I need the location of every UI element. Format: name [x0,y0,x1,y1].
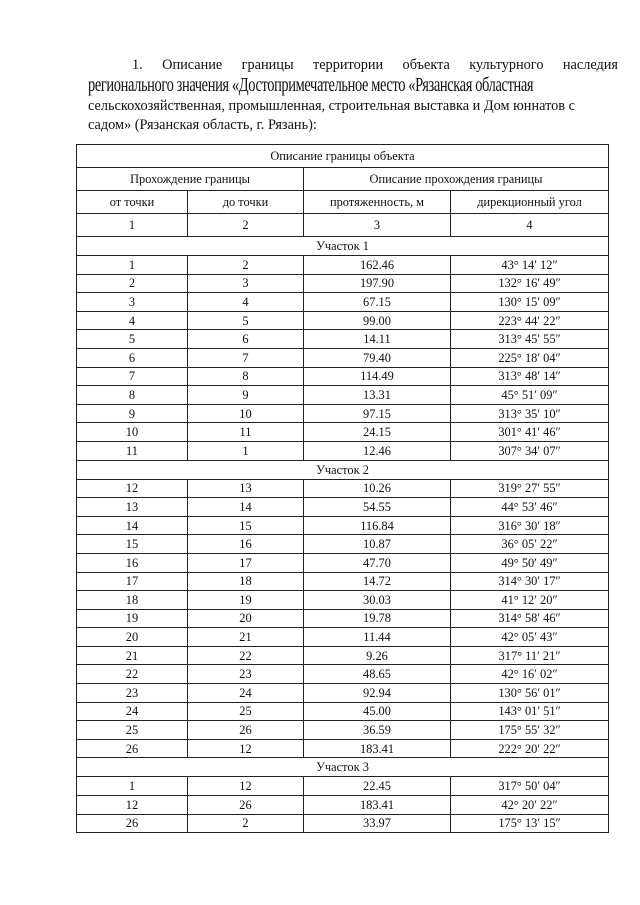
table-row [77,609,609,628]
to-point-cell: 14 [188,498,304,517]
boundary-table [76,144,609,833]
from-point-cell: 2 [77,274,188,293]
table-row [77,721,609,740]
angle-cell: 319° 27′ 55″ [451,479,609,498]
from-point-cell: 3 [77,293,188,312]
table-row [77,553,609,572]
from-point-cell: 17 [77,572,188,591]
section-row [77,460,609,479]
table-title: Описание границы объекта [77,145,609,168]
angle-cell: 36° 05′ 22″ [451,535,609,554]
length-cell: 33.97 [304,814,451,833]
from-point-cell: 10 [77,423,188,442]
from-point-cell: 18 [77,591,188,610]
to-point-cell: 12 [188,739,304,758]
column-header-from: от точки [77,191,188,214]
angle-cell: 307° 34′ 07″ [451,441,609,460]
to-point-cell: 23 [188,665,304,684]
to-point-cell: 4 [188,293,304,312]
table-row [77,702,609,721]
table-row [77,498,609,517]
angle-cell: 42° 20′ 22″ [451,796,609,815]
to-point-cell: 22 [188,646,304,665]
to-point-cell: 26 [188,721,304,740]
section-title: Участок 2 [77,460,609,479]
section-title: Участок 3 [77,758,609,777]
to-point-cell: 11 [188,423,304,442]
length-cell: 10.26 [304,479,451,498]
length-cell: 36.59 [304,721,451,740]
to-point-cell: 7 [188,348,304,367]
table-row [77,777,609,796]
from-point-cell: 16 [77,553,188,572]
to-point-cell: 20 [188,609,304,628]
group-header-description: Описание прохождения границы [304,168,609,191]
table-row [77,535,609,554]
angle-cell: 225° 18′ 04″ [451,348,609,367]
length-cell: 24.15 [304,423,451,442]
to-point-cell: 8 [188,367,304,386]
to-point-cell: 21 [188,628,304,647]
angle-cell: 175° 13′ 15″ [451,814,609,833]
length-cell: 10.87 [304,535,451,554]
from-point-cell: 4 [77,311,188,330]
table-row [77,386,609,405]
from-point-cell: 26 [77,739,188,758]
length-cell: 99.00 [304,311,451,330]
angle-cell: 313° 35′ 10″ [451,404,609,423]
angle-cell: 313° 48′ 14″ [451,367,609,386]
section-row [77,758,609,777]
table-row [77,591,609,610]
angle-cell: 143° 01′ 51″ [451,702,609,721]
length-cell: 67.15 [304,293,451,312]
length-cell: 14.11 [304,330,451,349]
length-cell: 30.03 [304,591,451,610]
angle-cell: 314° 30′ 17″ [451,572,609,591]
from-point-cell: 25 [77,721,188,740]
to-point-cell: 17 [188,553,304,572]
from-point-cell: 9 [77,404,188,423]
to-point-cell: 25 [188,702,304,721]
table-row [77,796,609,815]
angle-cell: 130° 15′ 09″ [451,293,609,312]
from-point-cell: 19 [77,609,188,628]
table-row [77,367,609,386]
from-point-cell: 1 [77,256,188,275]
length-cell: 54.55 [304,498,451,517]
group-header-passage: Прохождение границы [77,168,304,191]
table-row [77,628,609,647]
angle-cell: 43° 14′ 12″ [451,256,609,275]
to-point-cell: 19 [188,591,304,610]
angle-cell: 45° 51′ 09″ [451,386,609,405]
to-point-cell: 24 [188,684,304,703]
from-point-cell: 8 [77,386,188,405]
table-row [77,330,609,349]
from-point-cell: 5 [77,330,188,349]
length-cell: 197.90 [304,274,451,293]
table-row [77,739,609,758]
from-point-cell: 26 [77,814,188,833]
to-point-cell: 10 [188,404,304,423]
length-cell: 22.45 [304,777,451,796]
length-cell: 116.84 [304,516,451,535]
section-title: Участок 1 [77,237,609,256]
from-point-cell: 12 [77,479,188,498]
from-point-cell: 11 [77,441,188,460]
from-point-cell: 14 [77,516,188,535]
length-cell: 79.40 [304,348,451,367]
table-row [77,293,609,312]
from-point-cell: 24 [77,702,188,721]
to-point-cell: 12 [188,777,304,796]
from-point-cell: 23 [77,684,188,703]
table-row [77,479,609,498]
to-point-cell: 16 [188,535,304,554]
column-header-to: до точки [188,191,304,214]
section-row [77,237,609,256]
table-row [77,423,609,442]
table-row [77,348,609,367]
table-row [77,572,609,591]
to-point-cell: 26 [188,796,304,815]
length-cell: 92.94 [304,684,451,703]
from-point-cell: 22 [77,665,188,684]
angle-cell: 317° 50′ 04″ [451,777,609,796]
length-cell: 183.41 [304,796,451,815]
to-point-cell: 3 [188,274,304,293]
from-point-cell: 21 [77,646,188,665]
to-point-cell: 6 [188,330,304,349]
table-row [77,311,609,330]
column-number: 4 [451,214,609,237]
angle-cell: 223° 44′ 22″ [451,311,609,330]
table-row [77,256,609,275]
length-cell: 13.31 [304,386,451,405]
to-point-cell: 2 [188,814,304,833]
length-cell: 114.49 [304,367,451,386]
heading-line-3: сельскохозяйственная, промышленная, строительная выставка и Дом юннатов с [88,98,575,114]
angle-cell: 49° 50′ 49″ [451,553,609,572]
angle-cell: 42° 16′ 02″ [451,665,609,684]
column-number: 3 [304,214,451,237]
table-row [77,684,609,703]
table-row [77,646,609,665]
table-row [77,814,609,833]
to-point-cell: 9 [188,386,304,405]
table-row [77,516,609,535]
length-cell: 11.44 [304,628,451,647]
angle-cell: 316° 30′ 18″ [451,516,609,535]
column-header-angle: дирекционный угол [451,191,609,214]
to-point-cell: 13 [188,479,304,498]
table-row [77,665,609,684]
to-point-cell: 5 [188,311,304,330]
length-cell: 45.00 [304,702,451,721]
length-cell: 183.41 [304,739,451,758]
angle-cell: 130° 56′ 01″ [451,684,609,703]
angle-cell: 317° 11′ 21″ [451,646,609,665]
angle-cell: 314° 58′ 46″ [451,609,609,628]
angle-cell: 313° 45′ 55″ [451,330,609,349]
length-cell: 9.26 [304,646,451,665]
heading-line-1: 1. Описание границы территории объекта культурного наследия [132,57,618,73]
column-header-length: протяженность, м [304,191,451,214]
length-cell: 12.46 [304,441,451,460]
to-point-cell: 15 [188,516,304,535]
length-cell: 47.70 [304,553,451,572]
from-point-cell: 6 [77,348,188,367]
from-point-cell: 20 [77,628,188,647]
angle-cell: 175° 55′ 32″ [451,721,609,740]
heading-line-2: регионального значения «Достопримечательное место «Рязанская областная [88,75,534,96]
to-point-cell: 1 [188,441,304,460]
document-heading [88,56,618,135]
table-row [77,404,609,423]
length-cell: 19.78 [304,609,451,628]
to-point-cell: 18 [188,572,304,591]
length-cell: 162.46 [304,256,451,275]
column-number: 1 [77,214,188,237]
to-point-cell: 2 [188,256,304,275]
from-point-cell: 12 [77,796,188,815]
length-cell: 97.15 [304,404,451,423]
length-cell: 14.72 [304,572,451,591]
table-body [77,237,609,833]
angle-cell: 44° 53′ 46″ [451,498,609,517]
heading-line-4: садом» (Рязанская область, г. Рязань): [88,117,317,133]
length-cell: 48.65 [304,665,451,684]
from-point-cell: 15 [77,535,188,554]
angle-cell: 301° 41′ 46″ [451,423,609,442]
from-point-cell: 1 [77,777,188,796]
angle-cell: 222° 20′ 22″ [451,739,609,758]
angle-cell: 132° 16′ 49″ [451,274,609,293]
from-point-cell: 7 [77,367,188,386]
angle-cell: 41° 12′ 20″ [451,591,609,610]
from-point-cell: 13 [77,498,188,517]
table-row [77,441,609,460]
column-number: 2 [188,214,304,237]
table-row [77,274,609,293]
angle-cell: 42° 05′ 43″ [451,628,609,647]
